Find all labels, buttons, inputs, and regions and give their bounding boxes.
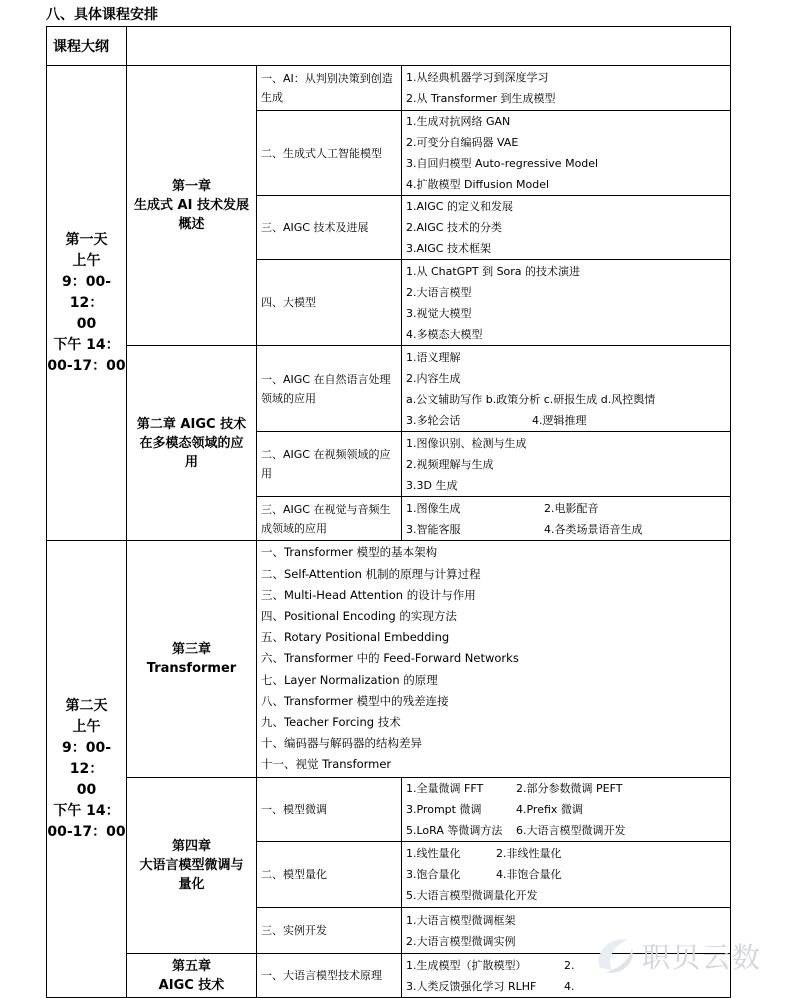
chapter-3-title: 第三章 Transformer bbox=[127, 541, 257, 778]
watermark bbox=[592, 930, 789, 990]
chapter-2-section-3-topics: 1.图像生成 2.电影配音 3.智能客服 4.各类场景语音生成 bbox=[402, 497, 731, 541]
chapter-1-section-4: 四、大模型 bbox=[257, 260, 402, 346]
chapter-2-section-2: 二、AIGC 在视频领域的应用 bbox=[257, 432, 402, 497]
outline-header-empty bbox=[127, 27, 731, 66]
chapter-1-section-3-topics: 1.AIGC 的定义和发展 2.AIGC 技术的分类 3.AIGC 技术框架 bbox=[402, 196, 731, 260]
chapter-1-title: 第一章 生成式 AI 技术发展 概述 bbox=[127, 66, 257, 346]
chapter-1-section-1: 一、AI：从判别决策到创造生成 bbox=[257, 66, 402, 111]
chapter-1-section-3: 三、AIGC 技术及进展 bbox=[257, 196, 402, 260]
chapter-1-section-1-topics: 1.从经典机器学习到深度学习 2.从 Transformer 到生成模型 bbox=[402, 66, 731, 111]
chapter-2-section-2-topics: 1.图像识别、检测与生成 2.视频理解与生成 3.3D 生成 bbox=[402, 432, 731, 497]
outline-label: 课程大纲 bbox=[47, 27, 127, 66]
watermark-logo-icon bbox=[592, 930, 642, 980]
chapter-5-section-1-topics: 1.生成模型（扩散模型） 2. 3.人类反馈强化学习 RLHF 4. bbox=[402, 954, 731, 998]
chapter-2-section-1: 一、AIGC 在自然语言处理领域的应用 bbox=[257, 346, 402, 432]
chapter-2-section-3: 三、AIGC 在视觉与音频生成领域的应用 bbox=[257, 497, 402, 541]
chapter-4-section-2: 二、模型量化 bbox=[257, 842, 402, 908]
day-one-cell: 第一天 上午 9：00-12： 00 下午 14： 00-17：00 bbox=[47, 66, 127, 541]
syllabus-table bbox=[46, 26, 731, 998]
section-heading: 八、具体课程安排 bbox=[46, 7, 158, 23]
chapter-2-title: 第二章 AIGC 技术 在多模态领域的应 用 bbox=[127, 346, 257, 541]
chapter-4-section-3: 三、实例开发 bbox=[257, 908, 402, 954]
watermark-text: 职贝云数 bbox=[642, 941, 763, 974]
day-two-cell: 第二天 上午 9：00-12： 00 下午 14： 00-17：00 bbox=[47, 541, 127, 998]
chapter-4-section-1-topics: 1.全量微调 FFT 2.部分参数微调 PEFT 3.Prompt 微调 4.Prefix 微调 5.LoRA 等微调方法 6.大语言模型微调开发 bbox=[402, 778, 731, 842]
chapter-5-title: 第五章 AIGC 技术 bbox=[127, 954, 257, 998]
chapter-4-title: 第四章 大语言模型微调与 量化 bbox=[127, 778, 257, 954]
chapter-4-section-3-topics: 1.大语言模型微调框架 2.大语言模型微调实例 bbox=[402, 908, 731, 954]
chapter-4-section-1: 一、模型微调 bbox=[257, 778, 402, 842]
chapter-5-section-1: 一、大语言模型技术原理 bbox=[257, 954, 402, 998]
chapter-1-section-2-topics: 1.生成对抗网络 GAN 2.可变分自编码器 VAE 3.自回归模型 Auto-regressive Model 4.扩散模型 Diffusion Model bbox=[402, 111, 731, 196]
chapter-1-section-4-topics: 1.从 ChatGPT 到 Sora 的技术演进 2.大语言模型 3.视觉大模型 4.多模态大模型 bbox=[402, 260, 731, 346]
chapter-3-topics: 一、Transformer 模型的基本架构 二、Self-Attention 机制的原理与计算过程 三、Multi-Head Attention 的设计与作用 四、Positional Encoding 的实现方法 五、Rotary Positional Embedding 六、Transformer 中的 Feed-Forward Networks 七、Layer Normalization 的原理 八、Transformer 模型中的残差连接 九、Teacher Forcing 技术 十、编码器与解码器的结构差异 十一、视觉 Transformer bbox=[257, 541, 731, 778]
chapter-1-section-2: 二、生成式人工智能模型 bbox=[257, 111, 402, 196]
chapter-4-section-2-topics: 1.线性量化 2.非线性量化 3.饱合量化 4.非饱合量化 5.大语言模型微调量化开发 bbox=[402, 842, 731, 908]
chapter-2-section-1-topics: 1.语义理解 2.内容生成 a.公文辅助写作 b.政策分析 c.研报生成 d.风控舆情 3.多轮会话 4.逻辑推理 bbox=[402, 346, 731, 432]
